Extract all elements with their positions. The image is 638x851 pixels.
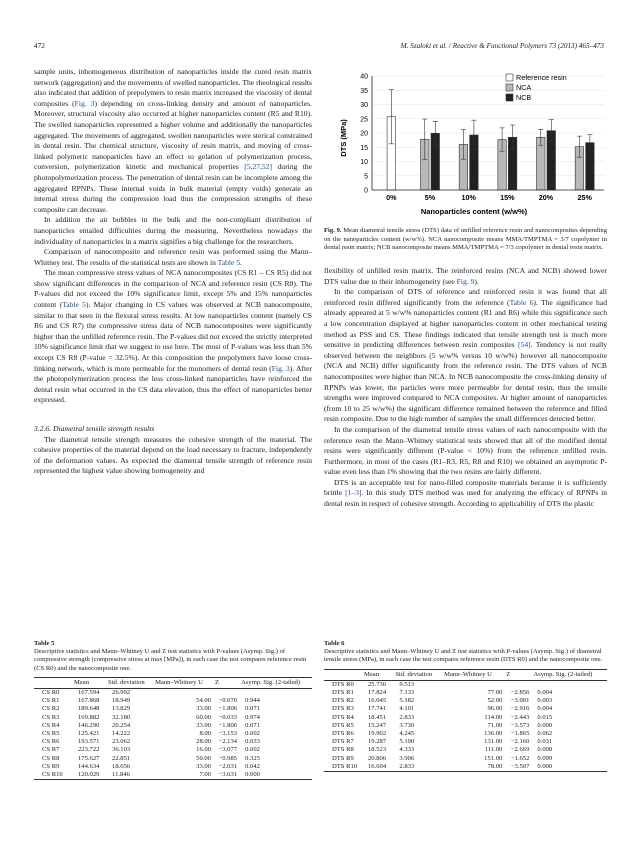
table-cell: 0.002 [245, 730, 260, 738]
table-cell: CS R7 [42, 746, 60, 754]
table-cell: DTS R6 [332, 730, 354, 738]
table-cell: 71.00 [487, 721, 503, 729]
right-column [324, 266, 607, 510]
table-cell [504, 680, 531, 689]
table-row [34, 771, 312, 780]
table-row [324, 705, 607, 713]
table-cell: 2.833 [393, 763, 442, 772]
table-cell: 0.004 [537, 705, 553, 713]
table-cell: 22.851 [112, 754, 131, 762]
x-tick-label: 0% [386, 193, 397, 202]
table-cell: 193.571 [78, 738, 100, 746]
table-cell [531, 680, 607, 689]
legend-label: Reference resin [516, 73, 567, 82]
table-cell: CS R4 [42, 721, 60, 729]
table-cell: 20.254 [112, 721, 131, 729]
y-tick-label: 10 [360, 159, 368, 166]
legend-swatch [506, 94, 513, 101]
table-cell: 0.000 [531, 763, 607, 772]
y-tick-label: 25 [360, 116, 368, 124]
table-link[interactable]: Table 5 [62, 300, 86, 310]
table-cell: DTS R0 [332, 680, 354, 688]
table-cell: 60.00 [196, 713, 211, 721]
table-cell [239, 689, 312, 698]
table-cell: 223.722 [78, 746, 100, 754]
table-cell: −1.806 [218, 721, 238, 729]
table-cell: DTS R9 [332, 754, 354, 762]
table-cell: DTS R3 [332, 705, 354, 713]
table-cell: 0.071 [245, 705, 260, 713]
column-header: Std. deviation [393, 669, 442, 680]
table-cell: −3.153 [218, 730, 238, 738]
table-cell: −2.031 [218, 762, 238, 770]
table-cell: 169.882 [78, 713, 100, 721]
table-row [34, 697, 312, 705]
column-header: Mann–Whitney U [153, 677, 213, 688]
table-row [34, 763, 312, 771]
table-cell: 3.730 [399, 721, 415, 729]
column-header [324, 669, 362, 680]
table-row [324, 714, 607, 722]
table-cell: 15.247 [368, 721, 387, 729]
legend-label: NCB [516, 93, 532, 102]
table-cell: 167.594 [78, 689, 100, 697]
table-cell: 131.00 [484, 738, 503, 746]
table-cell: −0.033 [218, 713, 238, 721]
table-cell: 18.523 [368, 746, 387, 754]
table-link[interactable]: Table 5 [217, 257, 241, 267]
table-row [324, 722, 607, 730]
paragraph: The mean compressive stress values of NCA nanocomposites (CS R1 – CS R5) did not show significant differences in the comparison of NCA and reference resin (CS R0). The P-values did not exceed the 10% significance limit, except 5% and 15% nanoparticles content (Table 5). Major changing in CS values was observed at NCB nanocomposite, similar to that seen in the flexural stress results. At low nanoparticles content (namely CS R6 and CS R7) the compressive stress data of NCB nanocomposites were significantly higher than the unfilled reference resin. The P-values did not exceed the strictly interpreted 10% significance limit that we suggest to use here. The most of P-values was less than 5% except CS R8 (P-value = 32.5%). At this composition the prepolymers have loose cross-linking network, which is more permeable for the monomers of dental resin (Fig. 3). After the photopolymerization process the less cross-linked nanoparticles have reinforced the dental resin what occurred in the CS data elevation, thus the effect of nanoparticles better expressed. [34, 268, 313, 405]
table-cell: 14.222 [112, 730, 131, 738]
table-cell: 151.00 [484, 754, 503, 762]
table-cell: 16.045 [368, 697, 387, 705]
table-cell: CS R3 [42, 713, 60, 721]
table-cell: 136.00 [484, 730, 503, 738]
table-cell: 4.333 [399, 746, 415, 754]
table-cell: 0.000 [239, 771, 312, 780]
table-cell: −0.985 [218, 754, 238, 762]
table-cell: 16.604 [362, 763, 393, 772]
table-caption: Descriptive statistics and Mann–Whitney U and Z test statistics with P-values (Asymp. Sig.) of compressive strength (compressive stress at max [MPa]), in each case the test compares reference resin (CS R0) and the nanocomposite one. [34, 648, 307, 672]
table-cell: 144.634 [78, 762, 100, 770]
table-cell: 120.029 [72, 771, 106, 780]
table-row [34, 722, 312, 730]
table-cell: 175.627 [78, 754, 100, 762]
table-cell: −3.001 [510, 697, 530, 705]
table-cell: −2.443 [510, 713, 530, 721]
legend-label: NCA [516, 83, 532, 92]
table-cell: 0.042 [245, 762, 260, 770]
table-cell: DTS R7 [332, 738, 354, 746]
y-tick-label: 20 [360, 130, 368, 138]
legend-swatch [506, 74, 513, 81]
table-row [324, 746, 607, 754]
y-tick-label: 5 [364, 173, 368, 181]
table-cell: −3.507 [504, 763, 531, 772]
table-cell: CS R9 [42, 762, 60, 770]
table-row [324, 763, 607, 772]
table-caption: Descriptive statistics and Mann–Whitney U and Z test statistics with P-values (Asymp. Sig.) of diametral tensile stress (MPa), in each case the test compares reference resin (DTS R0) and the nanocomposite one. [324, 648, 603, 664]
table-cell: −1.806 [218, 705, 238, 713]
table-cell: DTS R5 [332, 721, 354, 729]
table-cell: 26.992 [112, 689, 131, 697]
table-cell: −3.631 [213, 771, 239, 780]
table-row [324, 738, 607, 746]
caption-label: Fig. 9. [324, 227, 342, 234]
y-axis-label: DTS (MPa) [339, 119, 348, 157]
table-row [34, 746, 312, 754]
table-cell: −3.077 [218, 746, 238, 754]
table-row [34, 714, 312, 722]
section-heading: 3.2.6. Diametral tensile strength results [34, 424, 155, 433]
table-cell: −2.160 [510, 738, 530, 746]
table-cell: 11.846 [106, 771, 153, 780]
table-cell: 23.062 [112, 738, 131, 746]
table-row [34, 730, 312, 738]
table-cell: 9.513 [399, 680, 415, 688]
paragraph: Comparison of nanocomposite and reference resin was performed using the Mann–Whitney test. The results of the statistical tests are shown in Table 5. [34, 247, 312, 267]
table-cell: CS R0 [42, 689, 60, 697]
table-cell: 32.180 [112, 713, 131, 721]
table-cell: 50.00 [196, 754, 211, 762]
table-cell: 17.741 [368, 705, 387, 713]
table-cell: DTS R10 [324, 763, 362, 772]
table-cell: 33.00 [196, 705, 211, 713]
table-cell: CS R10 [34, 771, 72, 780]
table-cell: 0.004 [537, 689, 553, 697]
column-header: Z [504, 669, 531, 680]
table-cell: 78.00 [442, 763, 504, 772]
table-cell: 18.451 [368, 713, 387, 721]
column-header: Std. deviation [106, 677, 153, 688]
table-cell: −1.652 [510, 754, 530, 762]
table-cell: 28.00 [196, 738, 211, 746]
table-row [34, 689, 312, 698]
table-cell: 0.031 [537, 738, 553, 746]
column-header: Mean [72, 677, 106, 688]
table-cell: DTS R8 [332, 746, 354, 754]
table-cell: 0.099 [537, 754, 553, 762]
table-cell: 0.002 [245, 746, 260, 754]
table-cell: CS R1 [42, 697, 60, 705]
column-header: Asymp. Sig. (2-tailed) [239, 677, 312, 688]
table-cell: 54.00 [196, 697, 211, 705]
table-cell: 125.421 [78, 730, 100, 738]
table-cell: 8.00 [199, 730, 211, 738]
table-cell: 4.245 [399, 730, 415, 738]
x-tick-label: 5% [424, 193, 436, 202]
table-cell: 0.071 [245, 721, 260, 729]
x-tick-label: 10% [461, 193, 476, 202]
y-tick-label: 35 [360, 87, 368, 95]
figure-link[interactable]: Fig. 3 [271, 363, 290, 373]
table-title: Table 5 [34, 640, 55, 647]
citation-link[interactable]: [5,27,52] [244, 162, 273, 172]
table-cell: CS R2 [42, 705, 60, 713]
column-header: Mann–Whitney U [442, 669, 504, 680]
table-cell: 0.062 [537, 730, 553, 738]
table-cell: 17.824 [368, 689, 387, 697]
table-cell: 18.949 [112, 697, 131, 705]
left-column [34, 67, 312, 477]
table-cell: 4.101 [399, 705, 415, 713]
table-cell: 0.033 [245, 738, 260, 746]
table-6 [324, 640, 607, 772]
journal-citation: M. Szaloki et al. / Reactive & Functional Polymers 73 (2013) 465–473 [400, 42, 604, 50]
table-row [324, 680, 607, 689]
table-cell: 33.00 [196, 762, 211, 770]
table-row [34, 705, 312, 713]
table-link[interactable]: Table 6 [509, 297, 534, 307]
table-cell: 18.656 [112, 762, 131, 770]
table-cell: 0.000 [537, 721, 553, 729]
table-row [324, 755, 607, 763]
figure-link[interactable]: Fig. 3 [74, 98, 95, 108]
y-tick-label: 0 [364, 187, 368, 195]
data-table [34, 677, 312, 780]
table-cell: 0.325 [245, 754, 260, 762]
table-cell: 0.003 [537, 697, 553, 705]
table-row [324, 730, 607, 738]
paragraph: In the comparison of the diametral tensile stress values of each nanocomposite with the reference resin the Mann–Whitney statistical tests showed that all of the modified dental resins were significantly different (P-value < 10%) from the reference unfilled resin. Furthermore, in most of the cases (R1–R3, R5, R8 and R10) we obtained an asymptotic P-value even less than 1% showing that the two resins are fairly different. [324, 424, 607, 477]
y-tick-label: 40 [360, 73, 368, 81]
table-cell: −2.916 [510, 705, 530, 713]
paragraph: In the comparison of DTS of reference and reinforced resin it was found that all reinforced resin differed significantly from the reference (Table 6). The significance had already appeared at 5 w/w% nanoparticles content (R1 and R6) while this significance such a low concentration displayed at higher nanoparticles content in other mechanical testing method as PSS and CS. These findings indicated that tensile strength test is much more sensitive in predicting differences between resin composites [54]. Tendency is not really observed between the neighbors (5 w/w% versus 10 w/w%) however all nanocomposite (NCA and NCB) differ significantly from the reference resin. The DTS values of NCB nanocomposites were higher than NCA. In NCB nanocomposite the cross-linking density of RPNPs was lower, the particles were more permeable for dental resin, thus the tensile strengths were improved compared to NCA composites. At higher amount of nanoparticles (from 10 to 25 w/w%) the significant difference remained between the reference and filled resin composite. Due to the high number of samples the small differences detected better. [324, 287, 608, 424]
table-cell: 5.190 [399, 738, 415, 746]
paragraph: DTS is an acceptable test for nano-filled composite materials because it is sufficiently brittle [1–3]. In this study DTS method was used for analyzing the efficacy of RPNPs in dental resin in respect of cohesive strength. According to applicability of DTS the plastic [324, 477, 607, 509]
table-cell: 16.00 [196, 746, 211, 754]
table-cell: 25.736 [368, 680, 387, 688]
citation-link[interactable]: [54] [518, 340, 531, 350]
page-number: 472 [34, 42, 45, 50]
table-cell: 96.00 [487, 705, 503, 713]
x-tick-label: 25% [577, 193, 592, 202]
table-cell: 2.833 [399, 713, 415, 721]
x-tick-label: 15% [500, 193, 515, 202]
table-cell: CS R5 [42, 730, 60, 738]
table-cell: CS R8 [42, 754, 60, 762]
table-cell: 5.182 [399, 697, 415, 705]
table-cell: 189.648 [78, 705, 100, 713]
column-header: Asymp. Sig. (2-tailed) [531, 669, 607, 680]
table-cell: 13.829 [112, 705, 131, 713]
table-cell: 19.287 [368, 738, 387, 746]
table-cell: 19.902 [368, 730, 387, 738]
table-row [324, 697, 607, 705]
table-cell: −2.856 [510, 689, 530, 697]
paragraph: flexibility of unfilled resin matrix. The reinforced resins (NCA and NCB) showed lower DTS value due to their inhomogeneity (see Fig. 9). [324, 266, 607, 286]
table-cell: 3.906 [399, 754, 415, 762]
table-cell: DTS R2 [332, 697, 354, 705]
table-cell: 77.00 [487, 689, 503, 697]
table-cell: CS R6 [42, 738, 60, 746]
table-cell: −1.865 [510, 730, 530, 738]
table-cell: DTS R4 [332, 713, 354, 721]
table-row [34, 755, 312, 763]
table-cell: 146.290 [78, 721, 100, 729]
table-cell: 0.974 [245, 713, 260, 721]
table-title: Table 6 [324, 640, 345, 647]
table-cell [442, 680, 504, 689]
y-tick-label: 15 [360, 144, 368, 152]
figure-caption: Fig. 9. Mean diametral tensile stress (DTS) data of unfilled reference resin and nanocomposites depending on the nanoparticles content (w/w%). NCA nanocomposite means MMA/TMPTMA = 3/7 copolymer in dental resin matrix; NCB nanocomposite means MMA/TMPTMA = 7/3 copolymer in dental resin matrix. [324, 227, 607, 252]
table-cell: 7.00 [153, 771, 213, 780]
y-tick-label: 30 [360, 102, 368, 109]
x-axis-label: Nanoparticles content (w/w%) [420, 207, 528, 216]
table-cell: 0.008 [537, 746, 553, 754]
figure-9-chart [324, 68, 609, 220]
table-cell: 36.103 [112, 746, 131, 754]
paragraph: sample units, inhomogeneous distribution of nanoparticles inside the cured resin matrix network (aggregation) and the movements of swelled nanoparticles. The rheological results also indicated that addition of prepolymers to resin matrix increased the viscosity of dental composites (Fig. 3) depending on cross-linking density and amount of nanoparticles. Moreover, structural viscosity also occurred at higher nanoparticles content (R5 and R10). The swelled nanoparticles represented a higher volume and additionally the nanoparticles aggregated. The movements of aggregated, swollen nanoparticles were sterical constrained in dental resin. The chemical structure, viscosity of resin matrix, and moving of cross-linked polymeric nanoparticles have an effect to gelation of polymerization process, conversion, polymerization kinetic and mechanical properties [5,27,52] during the photopolymerization process. The penetration of dental resin can be incomplete among the aggregated RPNPs. These internal voids in bulk material (empty voids) generate an internal stress during the compression load thus the compression strengths of these composite can decrease. [34, 67, 312, 214]
column-header: Mean [362, 669, 393, 680]
table-cell: 52.00 [487, 697, 503, 705]
table-cell [153, 689, 213, 698]
figure-link[interactable]: Fig. 9 [456, 276, 475, 286]
table-cell: 20.806 [368, 754, 387, 762]
legend-swatch [506, 84, 513, 91]
table-5 [34, 640, 312, 780]
column-header: Z [213, 677, 239, 688]
paragraph: In addition the air bubbles in the bulk and the non-compliant distribution of nanoparticles entailed difficulties during the measuring. Nevertheless nowadays the individuality of nanoparticles in a matrix signifies a big challenge for the researchers. [34, 215, 312, 246]
table-cell: 7.133 [399, 689, 415, 697]
data-table [324, 669, 607, 772]
table-cell: −0.070 [218, 697, 238, 705]
table-cell: −2.134 [218, 738, 238, 746]
table-cell: DTS R1 [332, 689, 354, 697]
table-row [34, 738, 312, 746]
x-tick-label: 20% [538, 193, 554, 202]
paragraph: The diametral tensile strength measures the cohesive strength of the material. The cohesive properties of the material depend on the load necessary to fracture, independently of the deformation values. As expected the diametral tensile strength of reference resin represented the highest value showing homogeneity and [34, 434, 312, 476]
table-cell: 114.00 [484, 713, 503, 721]
table-cell: 33.00 [196, 721, 211, 729]
column-header [34, 677, 72, 688]
table-cell: −2.669 [510, 746, 530, 754]
citation-link[interactable]: [1–3] [345, 488, 362, 498]
table-row [324, 689, 607, 697]
table-cell: 167.868 [78, 697, 100, 705]
table-cell [213, 689, 239, 698]
table-cell: −3.573 [510, 721, 530, 729]
table-cell: 0.944 [245, 697, 260, 705]
table-cell: 0.015 [537, 713, 553, 721]
table-cell: 111.00 [484, 746, 503, 754]
dts-bar-chart [324, 68, 609, 220]
